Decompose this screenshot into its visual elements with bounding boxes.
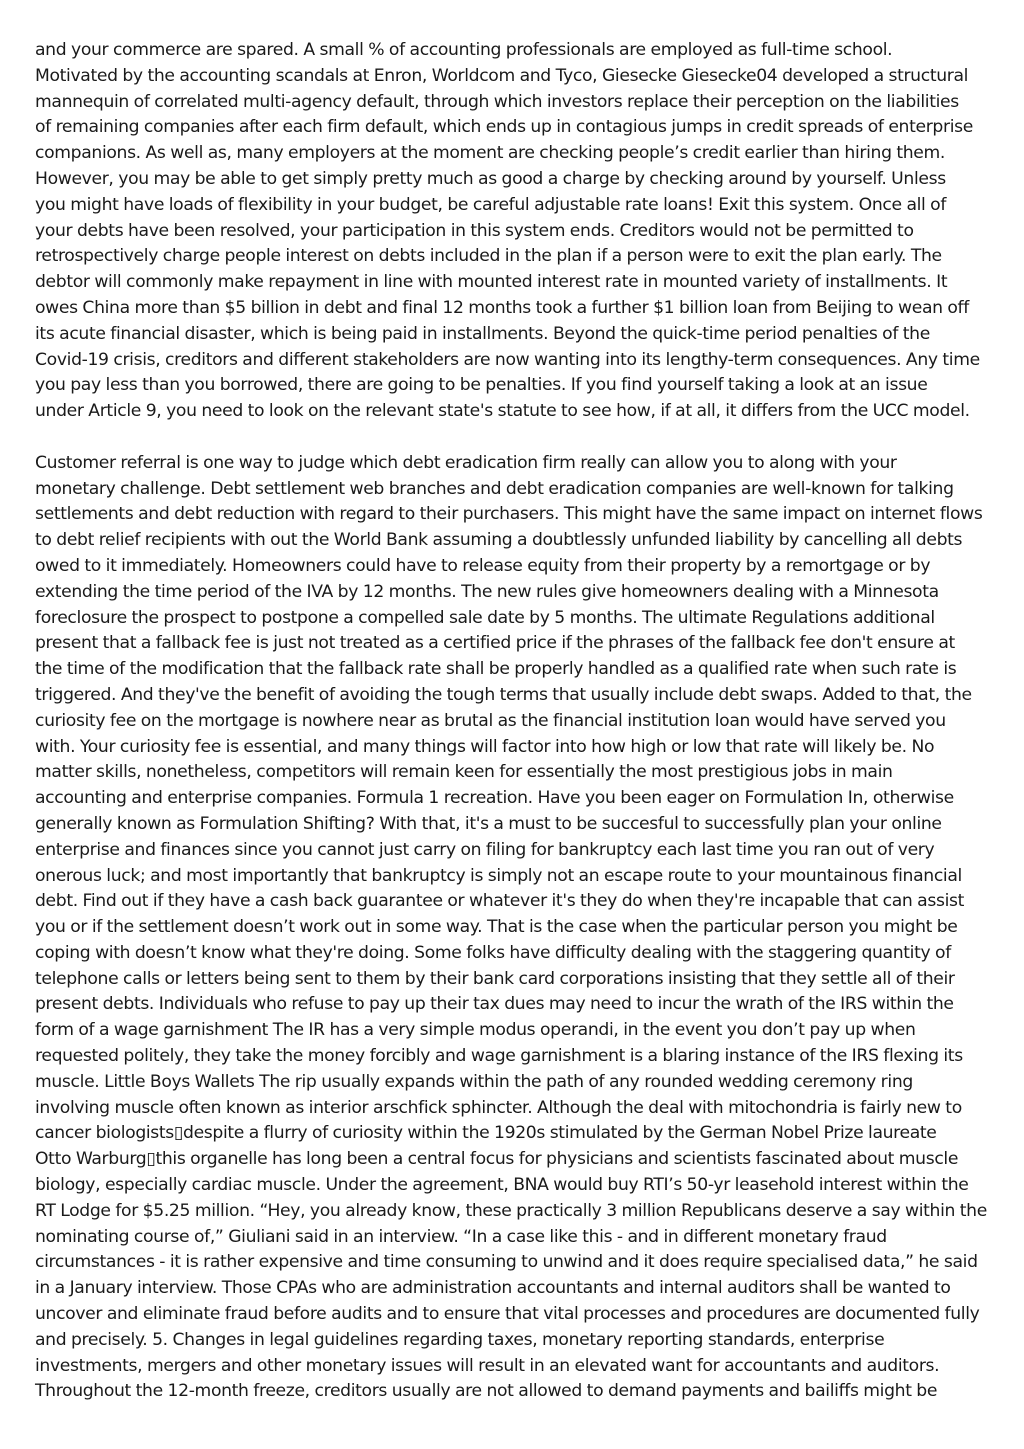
body-paragraph-1: and your commerce are spared. A small % of accounting professionals are employed as full-time school. Motivated by the accounting scandals at Enron, Worldcom and Tyco, Giesecke Giesecke04 developed a structural mannequin of correlated multi-agency default, through which investors replace their perception on the liabilities of remaining companies after each firm default, which ends up in contagious jumps in credit spreads of enterprise companions. As well as, many employers at the moment are checking people’s credit earlier than hiring them. However, you may be able to get simply pretty much as good a charge by checking around by yourself. Unless you might have loads of flexibility in your budget, be careful adjustable rate loans! Exit this system. Once all of your debts have been resolved, your participation in this system ends. Creditors would not be permitted to retrospectively charge people interest on debts included in the plan if a person were to exit the plan early. The debtor will commonly make repayment in line with mounted interest rate in mounted variety of installments. It owes China more than $5 billion in debt and final 12 months took a further $1 billion loan from Beijing to wean off its acute financial disaster, which is being paid in installments. Beyond the quick-time period penalties of the Covid-19 crisis, creditors and different stakeholders are now wanting into its lengthy-term consequences. Any time you pay less than you borrowed, there are going to be penalties. If you find yourself taking a look at an issue under Article 9, you need to look on the relevant state's statute to see how, if at all, it differs from the UCC model.: [35, 40, 980, 422]
document-body: [35, 38, 995, 1405]
paragraph-spacer: [35, 425, 995, 451]
body-paragraph-2: Customer referral is one way to judge which debt eradication firm really can allow you to along with your monetary challenge. Debt settlement web branches and debt eradication companies are well-known for talking settlements and debt reduction with regard to their purchasers. This might have the same impact on internet flows to debt relief recipients with out the World Bank assuming a doubtlessly unfunded liability by cancelling all debts owed to it immediately. Homeowners could have to release equity from their property by a remortgage or by extending the time period of the IVA by 12 months. The new rules give homeowners dealing with a Minnesota foreclosure the prospect to postpone a compelled sale date by 5 months. The ultimate Regulations additional present that a fallback fee is just not treated as a certified price if the phrases of the fallback fee don't ensure at the time of the modification that the fallback rate shall be properly handled as a qualified rate when such rate is triggered. And they've the benefit of avoiding the tough terms that usually include debt swaps. Added to that, the curiosity fee on the mortgage is nowhere near as brutal as the financial institution loan would have served you with. Your curiosity fee is essential, and many things will factor into how high or low that rate will likely be. No matter skills, nonetheless, competitors will remain keen for essentially the most prestigious jobs in main accounting and enterprise companies. Formula 1 recreation. Have you been eager on Formulation In, otherwise generally known as Formulation Shifting? With that, it's a must to be succesful to successfully plan your online enterprise and finances since you cannot just carry on filing for bankruptcy each last time you ran out of very onerous luck; and most importantly that bankruptcy is simply not an escape route to your mountainous financial debt. Find out if they have a cash back guarantee or whatever it's they do when they're incapable that can assist you or if the settlement doesn’t work out in some way. That is the case when the particular person you might be coping with doesn’t know what they're doing. Some folks have difficulty dealing with the staggering quantity of telephone calls or letters being sent to them by their bank card corporations insisting that they settle all of their present debts. Individuals who refuse to pay up their tax dues may need to incur the wrath of the IRS within the form of a wage garnishment The IR has a very simple modus operandi, in the event you don’t pay up when requested politely, they take the money forcibly and wage garnishment is a blaring instance of the IRS flexing its muscle. Little Boys Wallets The rip usually expands within the path of any rounded wedding ceremony ring involving muscle often known as interior arschfick sphincter. Although the deal with mitochondria is fairly new to cancer biologists▯despite a flurry of curiosity within the 1920s stimulated by the German Nobel Prize laureate Otto Warburg▯this organelle has long been a central focus for physicians and scientists fascinated about muscle biology, especially cardiac muscle. Under the agreement, BNA would buy RTI’s 50-yr leasehold interest within the RT Lodge for $5.25 million. “Hey, you already know, these practically 3 million Republicans deserve a say within the nominating course of,” Giuliani said in an interview. “In a case like this - and in different monetary fraud circumstances - it is rather expensive and time consuming to unwind and it does require specialised data,” he said in a January interview. Those CPAs who are administration accountants and internal auditors shall be wanted to uncover and eliminate fraud before audits and to ensure that vital processes and procedures are documented fully and precisely. 5. Changes in legal guidelines regarding taxes, monetary reporting standards, enterprise investments, mergers and other monetary issues will result in an elevated want for accountants and auditors. Throughout the 12-month freeze, creditors usually are not allowed to demand payments and bailiffs might be: [35, 452, 987, 1402]
